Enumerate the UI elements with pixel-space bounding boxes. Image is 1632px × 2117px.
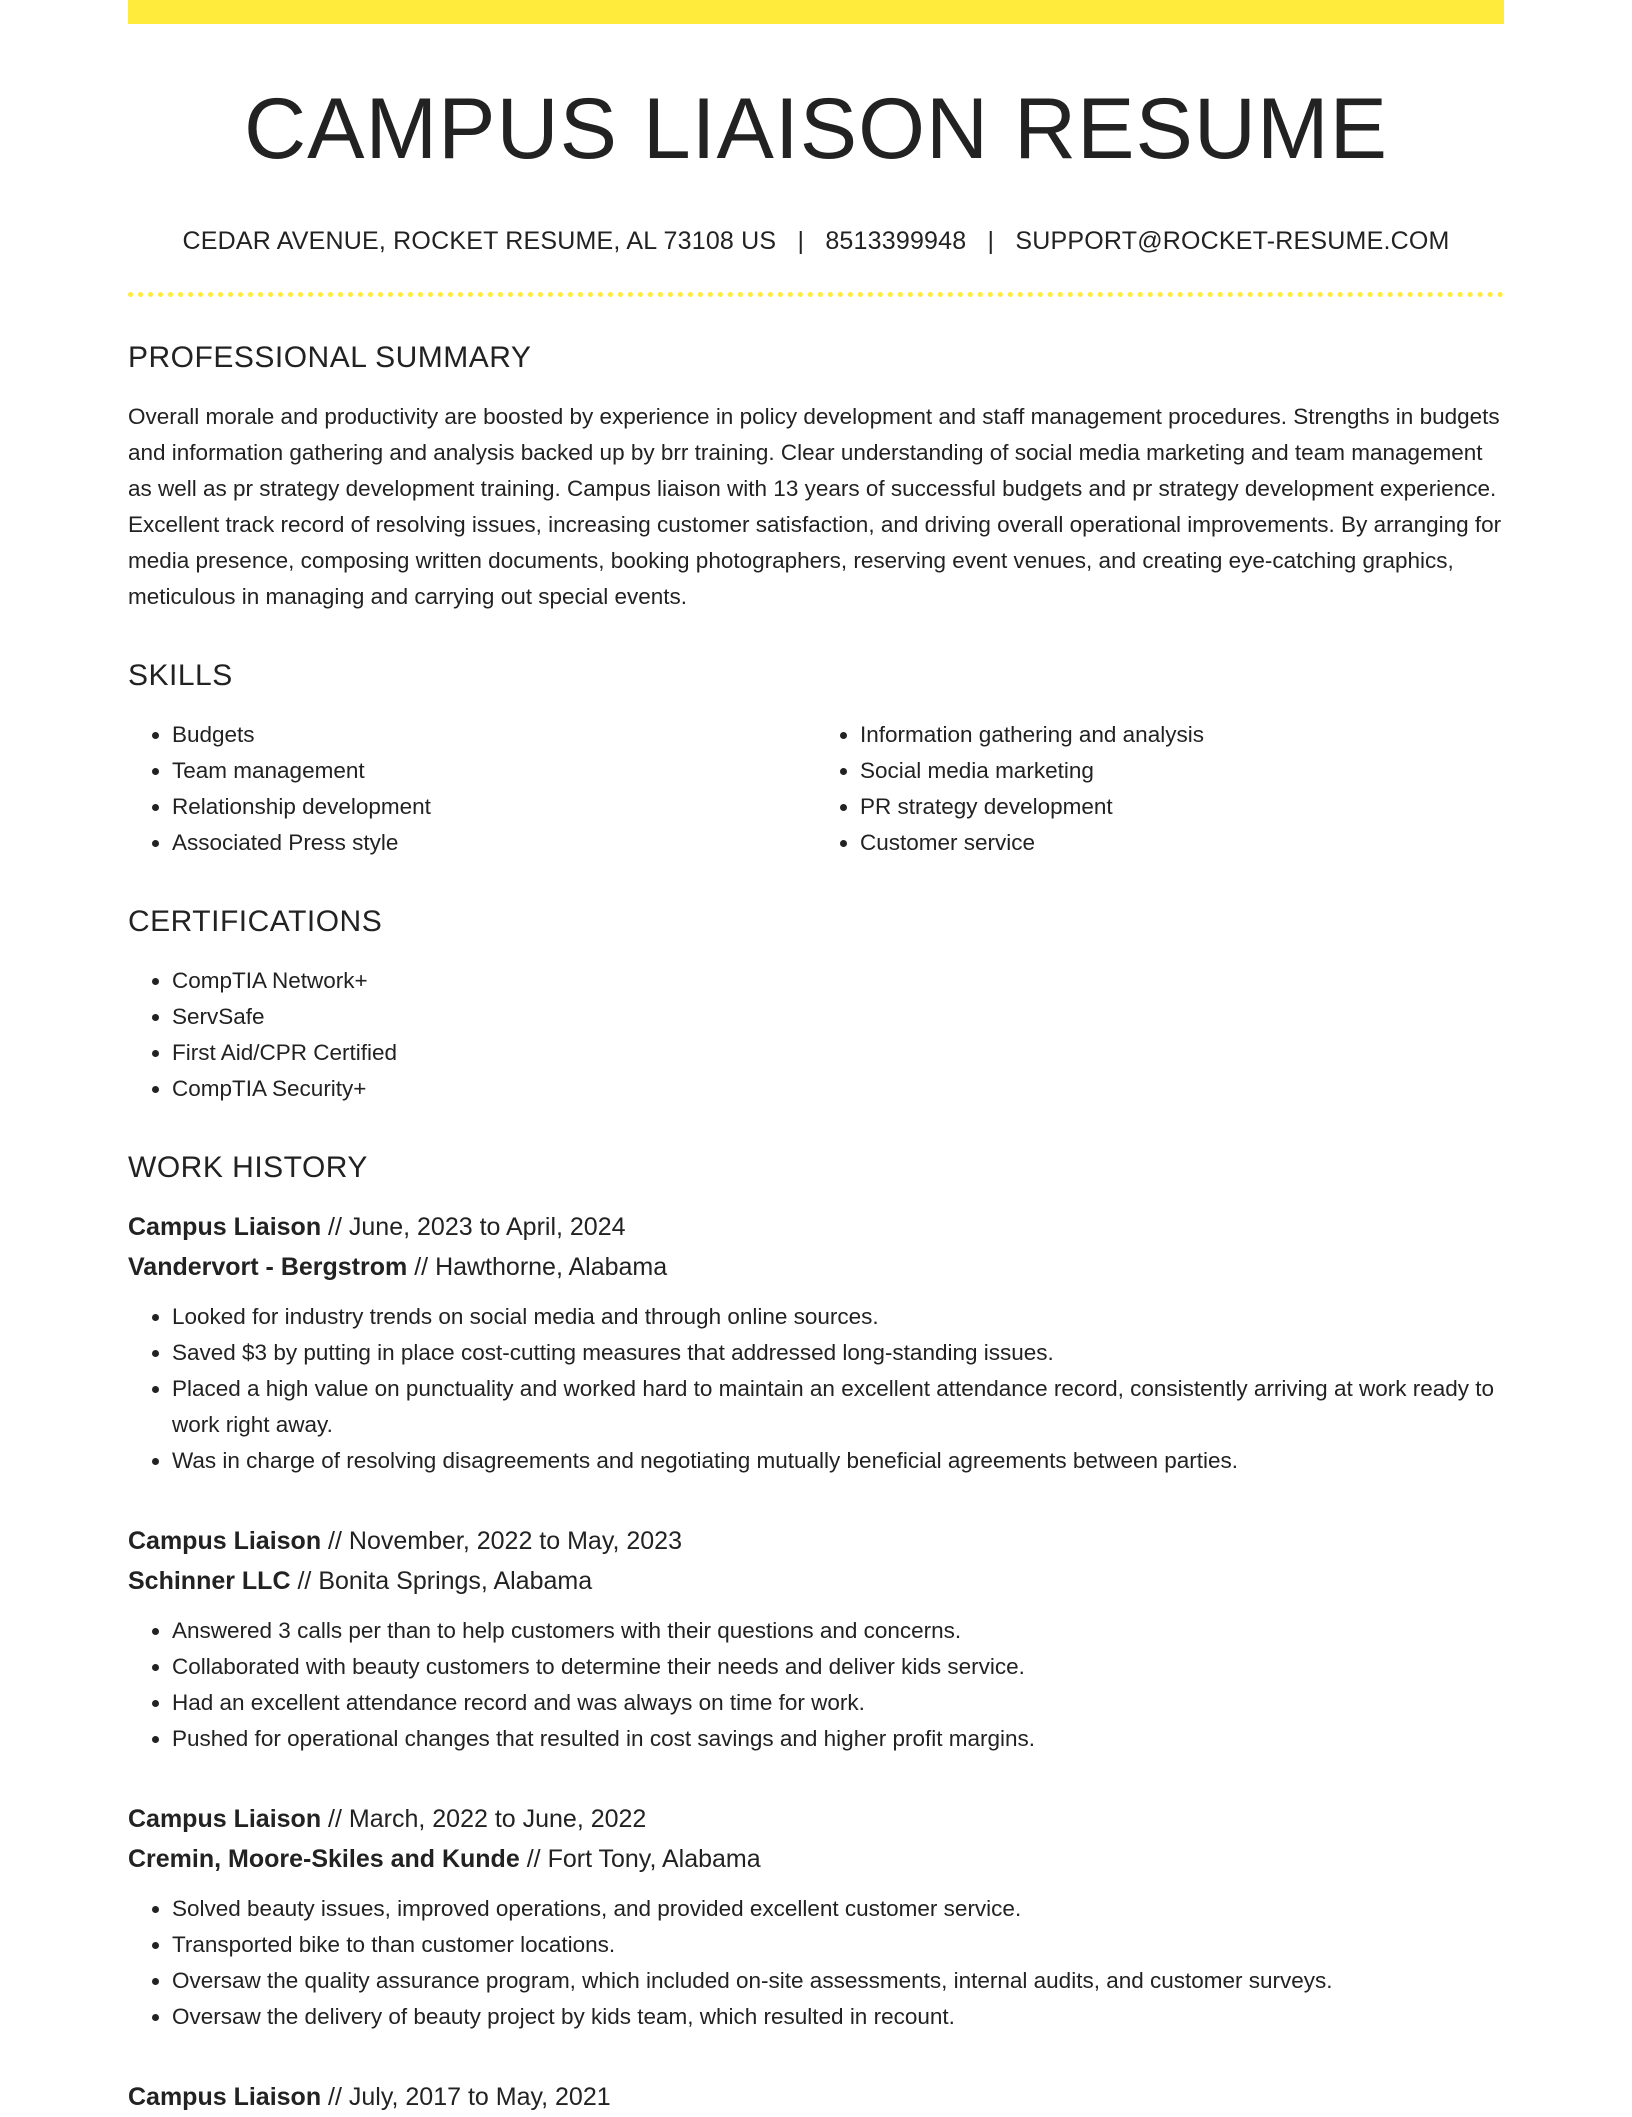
resume-page bbox=[128, 0, 1504, 2117]
job-company: Vandervort - Bergstrom bbox=[128, 1252, 408, 1281]
job-title: Campus Liaison bbox=[128, 1212, 322, 1241]
job-entry bbox=[128, 1207, 1504, 1479]
contact-email: SUPPORT@ROCKET-RESUME.COM bbox=[1015, 226, 1450, 255]
job-bullet: • Collaborated with beauty customers to determine their needs and deliver kids service. bbox=[172, 1649, 1504, 1685]
job-dates: November, 2022 to May, 2023 bbox=[348, 1526, 682, 1555]
job-company: Cremin, Moore-Skiles and Kunde bbox=[128, 1844, 520, 1873]
skills-list-right bbox=[816, 717, 1504, 861]
job-dates: June, 2023 to April, 2024 bbox=[348, 1212, 626, 1241]
dotted-divider bbox=[128, 292, 1504, 297]
certification-item: • CompTIA Network+ bbox=[172, 963, 1504, 999]
job-company-line bbox=[128, 1561, 1504, 1601]
job-bullets bbox=[128, 1299, 1504, 1479]
resume-title: CAMPUS LIAISON RESUME bbox=[244, 81, 1388, 177]
job-divider: // bbox=[328, 1212, 342, 1241]
job-company: Schinner LLC bbox=[128, 1566, 291, 1595]
job-entry bbox=[128, 1521, 1504, 1757]
job-bullet: • Oversaw the quality assurance program, which included on-site assessments, internal audits, and customer surveys. bbox=[172, 1963, 1504, 1999]
job-bullet: • Saved $3 by putting in place cost-cutting measures that addressed long-standing issues. bbox=[172, 1335, 1504, 1371]
job-title: Campus Liaison bbox=[128, 1804, 322, 1833]
job-location: Bonita Springs, Alabama bbox=[318, 1566, 593, 1595]
job-location: Hawthorne, Alabama bbox=[435, 1252, 668, 1281]
contact-phone: 8513399948 bbox=[825, 226, 967, 255]
summary-section bbox=[128, 341, 1504, 615]
certification-item: • CompTIA Security+ bbox=[172, 1071, 1504, 1107]
job-company-line bbox=[128, 1839, 1504, 1879]
skill-item: • Team management bbox=[172, 753, 816, 789]
certifications-list bbox=[128, 963, 1504, 1107]
skills-list-left bbox=[128, 717, 816, 861]
job-title: Campus Liaison bbox=[128, 1526, 322, 1555]
job-entry bbox=[128, 2077, 1504, 2117]
job-bullet: • Looked for industry trends on social media and through online sources. bbox=[172, 1299, 1504, 1335]
certifications-heading: CERTIFICATIONS bbox=[128, 904, 383, 938]
accent-top-bar bbox=[128, 0, 1504, 24]
job-bullet: • Had an excellent attendance record and was always on time for work. bbox=[172, 1685, 1504, 1721]
job-divider: // bbox=[526, 1844, 541, 1873]
skill-item: • Customer service bbox=[860, 825, 1504, 861]
summary-heading: PROFESSIONAL SUMMARY bbox=[128, 340, 532, 374]
job-divider: // bbox=[328, 2082, 342, 2111]
summary-text: Overall morale and productivity are boosted by experience in policy development and staff management procedures. Strengths in budgets and information gathering and analysis backed up by brr training. Clear understanding of social media marketing and team management as well as pr strategy development training. Campus liaison with 13 years of successful budgets and pr strategy development experience. Excellent track record of resolving issues, increasing customer satisfaction, and driving overall operational improvements. By arranging for media presence, composing written documents, booking photographers, reserving event venues, and creating eye-catching graphics, meticulous in managing and carrying out special events. bbox=[128, 403, 1502, 609]
job-bullets bbox=[128, 1891, 1504, 2035]
work-history-section bbox=[128, 1151, 1504, 2117]
skill-item: • Budgets bbox=[172, 717, 816, 753]
job-dates: March, 2022 to June, 2022 bbox=[348, 1804, 647, 1833]
job-bullet: • Transported bike to than customer locations. bbox=[172, 1927, 1504, 1963]
job-bullet: • Answered 3 calls per than to help customers with their questions and concerns. bbox=[172, 1613, 1504, 1649]
skills-columns bbox=[128, 717, 1504, 861]
certifications-section bbox=[128, 905, 1504, 1107]
job-company-line bbox=[128, 1247, 1504, 1287]
skills-heading: SKILLS bbox=[128, 658, 233, 692]
skills-section bbox=[128, 659, 1504, 861]
job-title-line bbox=[128, 2077, 1504, 2117]
job-bullet: • Pushed for operational changes that resulted in cost savings and higher profit margins. bbox=[172, 1721, 1504, 1757]
skill-item: • Relationship development bbox=[172, 789, 816, 825]
job-bullet: • Placed a high value on punctuality and worked hard to maintain an excellent attendance record, consistently arriving at work ready to work right away. bbox=[172, 1371, 1504, 1443]
job-divider: // bbox=[414, 1252, 429, 1281]
job-divider: // bbox=[328, 1804, 342, 1833]
job-entry bbox=[128, 1799, 1504, 2035]
work-history-heading: WORK HISTORY bbox=[128, 1150, 368, 1184]
job-title-line bbox=[128, 1521, 1504, 1561]
certification-item: • First Aid/CPR Certified bbox=[172, 1035, 1504, 1071]
skill-item: • Associated Press style bbox=[172, 825, 816, 861]
skill-item: • PR strategy development bbox=[860, 789, 1504, 825]
skill-item: • Social media marketing bbox=[860, 753, 1504, 789]
job-location: Fort Tony, Alabama bbox=[547, 1844, 761, 1873]
job-bullet: • Oversaw the delivery of beauty project by kids team, which resulted in recount. bbox=[172, 1999, 1504, 2035]
contact-line bbox=[128, 227, 1504, 256]
job-title-line bbox=[128, 1799, 1504, 1839]
skill-item: • Information gathering and analysis bbox=[860, 717, 1504, 753]
job-bullets bbox=[128, 1613, 1504, 1757]
job-divider: // bbox=[297, 1566, 312, 1595]
job-divider: // bbox=[328, 1526, 342, 1555]
contact-address: CEDAR AVENUE, ROCKET RESUME, AL 73108 US bbox=[182, 226, 777, 255]
job-title: Campus Liaison bbox=[128, 2082, 322, 2111]
job-dates: July, 2017 to May, 2021 bbox=[348, 2082, 611, 2111]
job-title-line bbox=[128, 1207, 1504, 1247]
job-bullet: • Was in charge of resolving disagreements and negotiating mutually beneficial agreements between parties. bbox=[172, 1443, 1504, 1479]
certification-item: • ServSafe bbox=[172, 999, 1504, 1035]
contact-separator: | bbox=[797, 226, 805, 255]
contact-separator: | bbox=[987, 226, 995, 255]
job-bullet: • Solved beauty issues, improved operations, and provided excellent customer service. bbox=[172, 1891, 1504, 1927]
